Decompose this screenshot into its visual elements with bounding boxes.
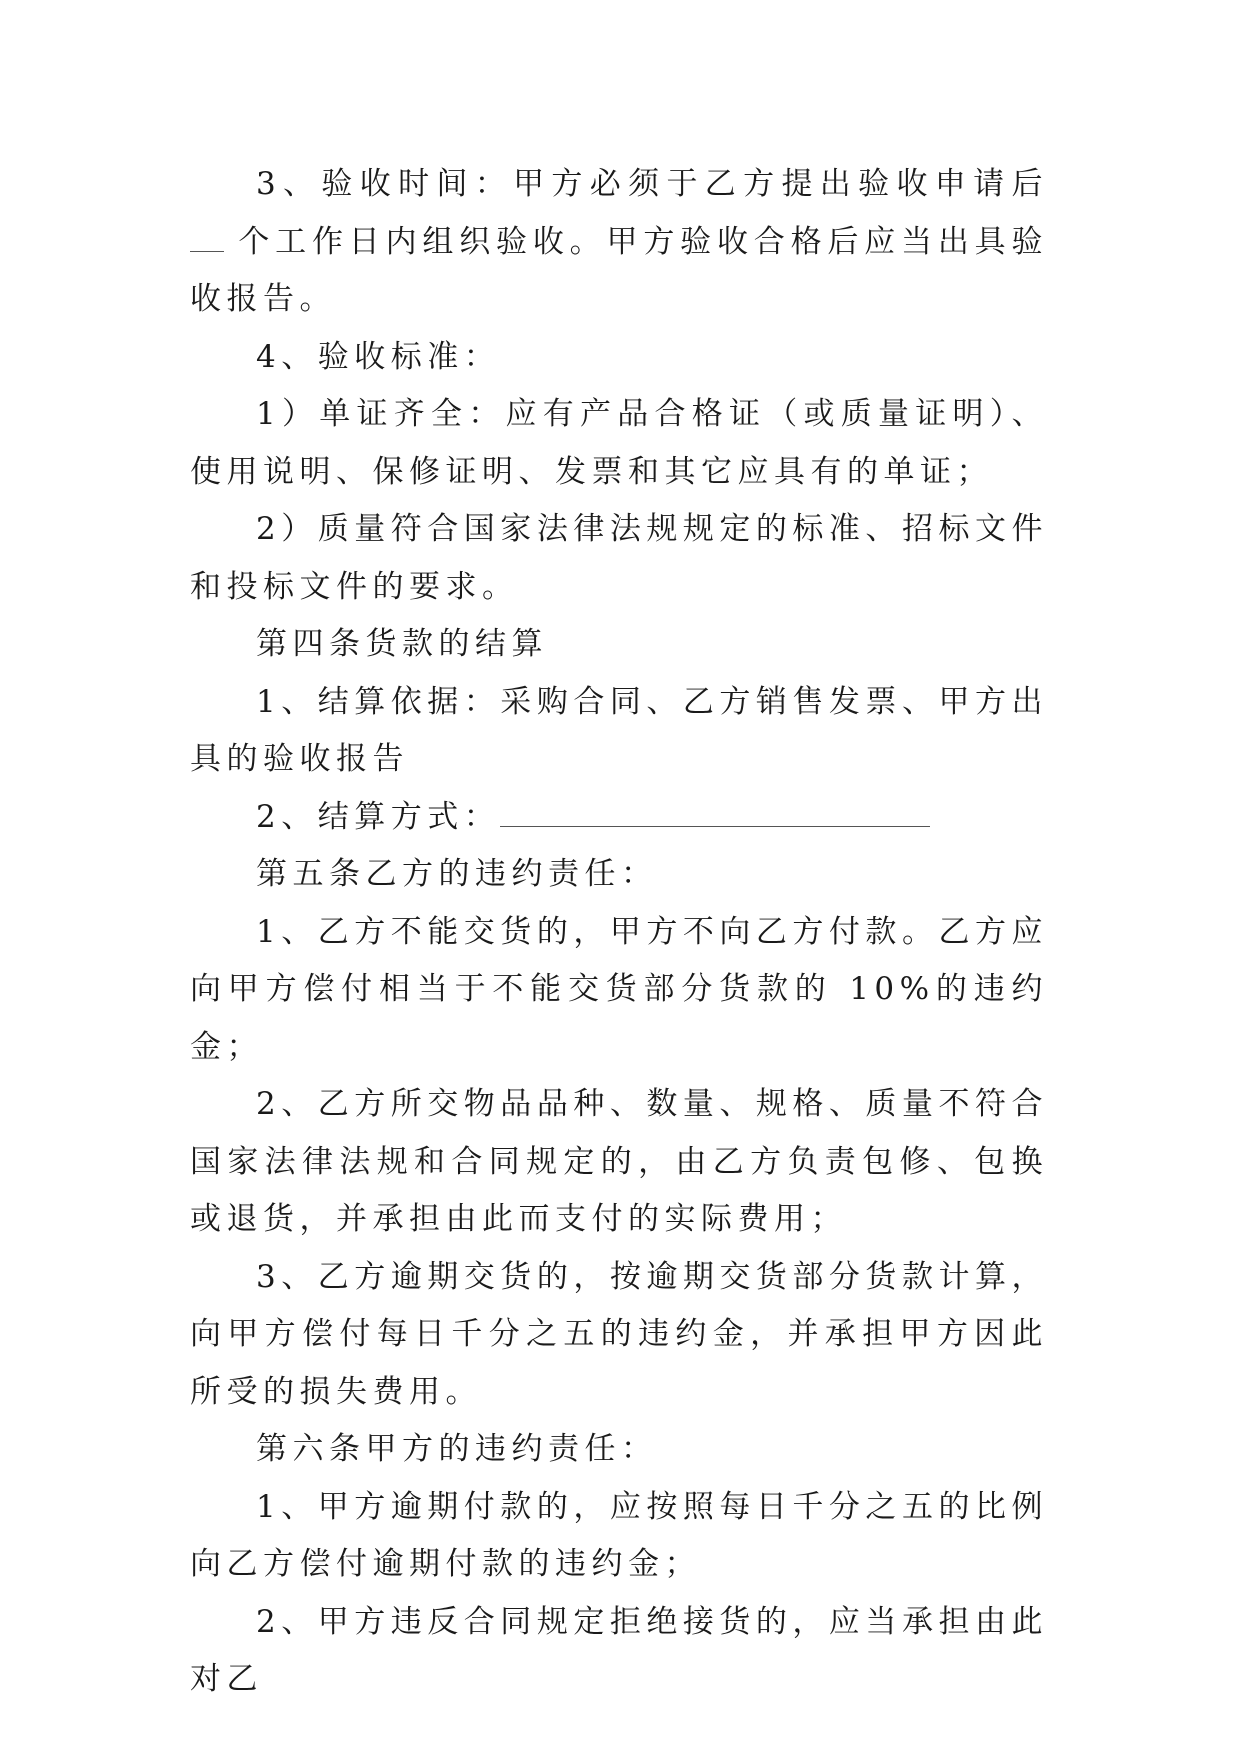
clause-party-a-late-payment: 1、甲方逾期付款的，应按照每日千分之五的比例向乙方偿付逾期付款的违约金；	[190, 1488, 1048, 1582]
clause-settlement-method	[190, 789, 1048, 847]
clause-acceptance-time-pre: 3、验收时间：甲方必须于乙方提出验收申请后	[256, 166, 1048, 202]
clause-party-b-nonconforming: 2、乙方所交物品品种、数量、规格、质量不符合国家法律法规和合同规定的，由乙方负责包修、包换或退货，并承担由此而支付的实际费用；	[190, 1086, 1048, 1237]
clause-party-b-no-delivery: 1、乙方不能交货的，甲方不向乙方付款。乙方应向甲方偿付相当于不能交货部分货款的 10%的违约金；	[190, 913, 1048, 1065]
clause-standard-quality: 2）质量符合国家法律法规规定的标准、招标文件和投标文件的要求。	[190, 511, 1048, 605]
clause-acceptance-time	[190, 156, 1048, 329]
blank-workdays-field	[190, 229, 224, 252]
document-body	[190, 156, 1048, 1709]
blank-settlement-method-field	[500, 804, 930, 827]
clause-party-a-refuse-delivery: 2、甲方违反合同规定拒绝接货的，应当承担由此对乙	[190, 1603, 1048, 1697]
clause-standard-documents: 1）单证齐全：应有产品合格证（或质量证明）、使用说明、保修证明、发票和其它应具有的单证；	[190, 396, 1048, 490]
article-6-heading: 第六条甲方的违约责任：	[256, 1431, 658, 1467]
article-4-heading: 第四条货款的结算	[256, 626, 548, 662]
clause-acceptance-time-post: 个工作日内组织验收。甲方验收合格后应当出具验收报告。	[190, 223, 1048, 317]
clause-settlement-method-label: 2、结算方式：	[256, 798, 501, 835]
article-5-heading: 第五条乙方的违约责任：	[256, 856, 658, 892]
clause-settlement-basis: 1、结算依据：采购合同、乙方销售发票、甲方出具的验收报告	[190, 683, 1048, 777]
clause-party-b-late-delivery: 3、乙方逾期交货的，按逾期交货部分货款计算，向甲方偿付每日千分之五的违约金，并承担甲方因此所受的损失费用。	[190, 1258, 1048, 1410]
clause-acceptance-standard: 4、验收标准：	[256, 338, 501, 375]
